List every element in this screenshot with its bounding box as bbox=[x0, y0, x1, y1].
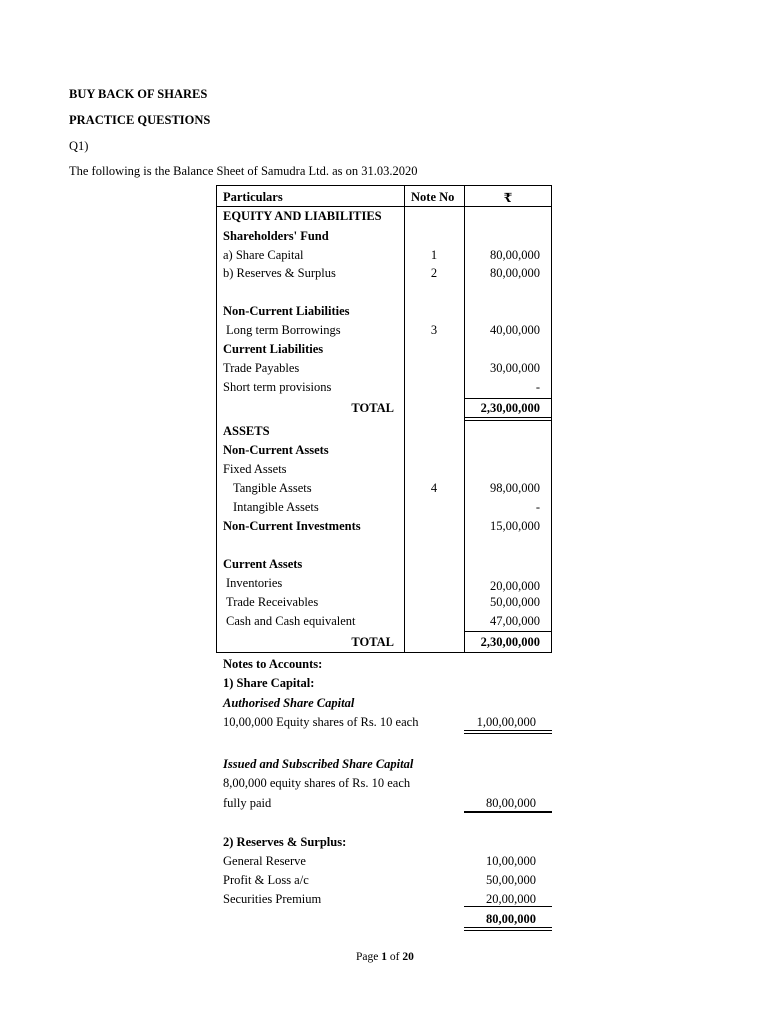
issued-capital-amount: 80,00,000 bbox=[486, 796, 536, 810]
non-current-investments-label: Non-Current Investments bbox=[223, 519, 361, 533]
current-assets-heading: Current Assets bbox=[223, 557, 303, 571]
issued-capital-text-2: fully paid bbox=[223, 796, 272, 810]
trade-payables-label: Trade Payables bbox=[223, 361, 300, 375]
profit-loss-amount: 50,00,000 bbox=[486, 873, 536, 887]
reserves-amount: 80,00,000 bbox=[490, 266, 540, 280]
of-word: of bbox=[389, 951, 400, 963]
tangible-assets-amount: 98,00,000 bbox=[490, 481, 540, 495]
question-number: Q1) bbox=[69, 139, 89, 153]
receivables-label: Trade Receivables bbox=[226, 595, 319, 609]
page-number: 1 bbox=[381, 951, 387, 963]
authorised-capital-amount: 1,00,00,000 bbox=[476, 715, 536, 729]
page-footer bbox=[356, 951, 414, 963]
page-word: Page bbox=[356, 951, 379, 963]
shareholders-fund-heading: Shareholders' Fund bbox=[223, 229, 329, 243]
share-capital-label: a) Share Capital bbox=[223, 248, 304, 262]
notes-heading: Notes to Accounts: bbox=[223, 657, 323, 671]
issued-capital-text-1: 8,00,000 equity shares of Rs. 10 each bbox=[223, 776, 411, 790]
receivables-amount: 50,00,000 bbox=[490, 595, 540, 609]
page-total: 20 bbox=[402, 951, 414, 963]
assets-total-amount: 2,30,00,000 bbox=[480, 635, 540, 649]
reserves-note: 2 bbox=[430, 266, 438, 280]
column-header-note: Note No bbox=[411, 190, 455, 204]
authorised-capital-heading: Authorised Share Capital bbox=[223, 696, 355, 710]
note-share-capital-heading: 1) Share Capital: bbox=[223, 676, 315, 690]
cash-amount: 47,00,000 bbox=[490, 614, 540, 628]
borrowings-amount: 40,00,000 bbox=[490, 323, 540, 337]
share-capital-note: 1 bbox=[430, 248, 438, 262]
question-intro: The following is the Balance Sheet of Samudra Ltd. as on 31.03.2020 bbox=[69, 164, 418, 178]
inventories-amount: 20,00,000 bbox=[490, 579, 540, 593]
liabilities-total-label: TOTAL bbox=[351, 401, 394, 415]
assets-heading: ASSETS bbox=[223, 424, 270, 438]
cash-label: Cash and Cash equivalent bbox=[226, 614, 356, 628]
non-current-liabilities-heading: Non-Current Liabilities bbox=[223, 304, 350, 318]
provisions-label: Short term provisions bbox=[223, 380, 332, 394]
trade-payables-amount: 30,00,000 bbox=[490, 361, 540, 375]
equity-liabilities-heading: EQUITY AND LIABILITIES bbox=[223, 209, 382, 223]
document-title: BUY BACK OF SHARES bbox=[69, 87, 208, 101]
profit-loss-label: Profit & Loss a/c bbox=[223, 873, 309, 887]
column-header-amount: ₹ bbox=[503, 191, 513, 205]
general-reserve-label: General Reserve bbox=[223, 854, 306, 868]
current-liabilities-heading: Current Liabilities bbox=[223, 342, 324, 356]
reserves-label: b) Reserves & Surplus bbox=[223, 266, 336, 280]
intangible-assets-label: Intangible Assets bbox=[233, 500, 319, 514]
tangible-assets-note: 4 bbox=[430, 481, 438, 495]
intangible-assets-amount: - bbox=[535, 500, 540, 514]
document-subtitle: PRACTICE QUESTIONS bbox=[69, 113, 211, 127]
general-reserve-amount: 10,00,000 bbox=[486, 854, 536, 868]
tangible-assets-label: Tangible Assets bbox=[233, 481, 312, 495]
liabilities-total-amount: 2,30,00,000 bbox=[480, 401, 540, 415]
provisions-amount: - bbox=[535, 380, 540, 394]
non-current-investments-amount: 15,00,000 bbox=[490, 519, 540, 533]
securities-premium-amount: 20,00,000 bbox=[486, 892, 536, 906]
column-header-particulars: Particulars bbox=[223, 190, 283, 204]
issued-capital-heading: Issued and Subscribed Share Capital bbox=[223, 757, 414, 771]
reserves-total-amount: 80,00,000 bbox=[486, 912, 536, 926]
non-current-assets-heading: Non-Current Assets bbox=[223, 443, 329, 457]
fixed-assets-label: Fixed Assets bbox=[223, 462, 287, 476]
securities-premium-label: Securities Premium bbox=[223, 892, 322, 906]
assets-total-label: TOTAL bbox=[351, 635, 394, 649]
inventories-label: Inventories bbox=[226, 576, 283, 590]
authorised-capital-text: 10,00,000 Equity shares of Rs. 10 each bbox=[223, 715, 419, 729]
borrowings-note: 3 bbox=[430, 323, 438, 337]
note-reserves-heading: 2) Reserves & Surplus: bbox=[223, 835, 347, 849]
borrowings-label: Long term Borrowings bbox=[226, 323, 341, 337]
share-capital-amount: 80,00,000 bbox=[490, 248, 540, 262]
